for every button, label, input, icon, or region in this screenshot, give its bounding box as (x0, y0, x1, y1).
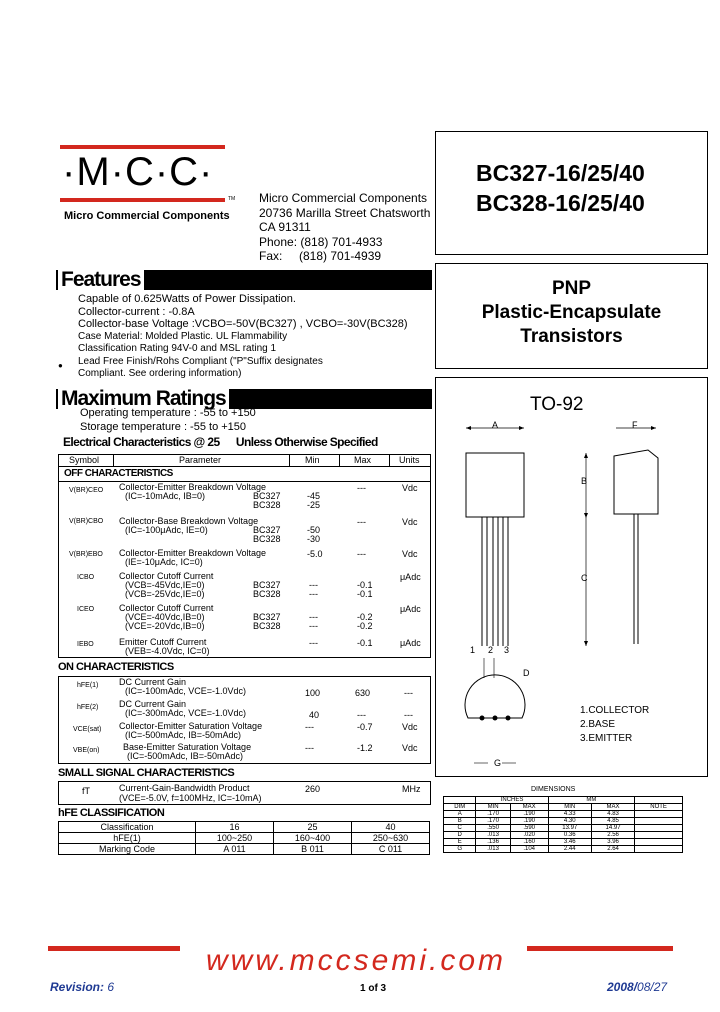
param-line: Collector-Emitter Saturation Voltage (119, 721, 263, 731)
dim-cell: E (444, 839, 476, 846)
package-box (435, 377, 708, 777)
min-cell: -5.0 (307, 549, 323, 559)
features-header-bar (56, 270, 432, 290)
max-cell: --- (357, 710, 366, 720)
min-cell: 100 (305, 688, 321, 698)
pin-number-1: 1 (470, 645, 476, 655)
unit-cell: μAdc (400, 572, 421, 582)
dim-cell: 14.97 (591, 825, 634, 832)
part-number-2: BC328-16/25/40 (476, 190, 645, 216)
sym-cell: hFE(2) (77, 704, 99, 711)
dim-cell: 2.44 (548, 846, 591, 853)
min-cell (309, 581, 318, 599)
divider (289, 455, 290, 466)
sub-cell (253, 581, 281, 599)
min-cell: --- (305, 722, 314, 732)
dim-cell: .136 (476, 839, 510, 846)
hdr-symbol: Symbol (69, 455, 100, 465)
min-line: --- (309, 612, 318, 622)
dim-label-d: D (523, 668, 530, 678)
hdr-min: Min (305, 455, 320, 465)
param-line: (IC=-10mAdc, IB=0) (125, 491, 206, 501)
param-line: Base-Emitter Saturation Voltage (123, 742, 252, 752)
sym-cell: ICBO (77, 574, 95, 581)
description-box (435, 263, 708, 369)
elec-table (58, 454, 431, 658)
pin-legend-2: 2.BASE (580, 719, 616, 730)
hfe-cell: 250~630 (352, 833, 430, 844)
dim-cell: 3.46 (548, 839, 591, 846)
feature-item: Case Material: Molded Plastic. UL Flammability (78, 330, 288, 342)
hfe-cell: Classification (59, 822, 196, 833)
address-line: Micro Commercial Components (259, 191, 428, 205)
dim-cell: 4.85 (591, 818, 634, 825)
divider (339, 455, 340, 466)
hfe-cell: 100~250 (196, 833, 274, 844)
max-ratings-title: Maximum Ratings (58, 387, 229, 411)
dim-cell: 0.36 (548, 832, 591, 839)
page-number: 1 of 3 (360, 983, 387, 994)
sym-cell: IEBO (77, 641, 94, 648)
revision-label: Revision: (50, 980, 105, 994)
hfe-title: hFE CLASSIFICATION (58, 807, 165, 819)
hdr-max: Max (354, 455, 372, 465)
max-cell: --- (357, 483, 366, 493)
pin-legend (580, 704, 649, 746)
dim-label-g: G (494, 758, 502, 768)
param-line: Collector-Emitter Breakdown Voltage (119, 482, 267, 492)
dim-group-inches: INCHES (476, 797, 548, 804)
sub-line: BC327 (253, 612, 281, 622)
min-cell (309, 613, 318, 631)
sym-cell: ICEO (77, 606, 95, 613)
hfe-cell: 160~400 (274, 833, 352, 844)
unit-cell: Vdc (402, 743, 418, 753)
address-line: 20736 Marilla Street Chatsworth (259, 205, 431, 220)
address-line: Fax: (818) 701-4939 (259, 249, 382, 263)
dim-cell (444, 797, 476, 804)
dim-header: MIN (476, 804, 510, 811)
sub-cell (253, 492, 281, 510)
dim-cell: .170 (476, 811, 510, 818)
unit-cell: μAdc (400, 604, 421, 614)
sym-cell: fT (82, 786, 90, 796)
part-number-box (435, 131, 708, 255)
param-cell (123, 743, 251, 761)
dim-header: NOTE (635, 804, 683, 811)
date-month: 08 (637, 980, 651, 994)
dim-cell (635, 811, 683, 818)
param-cell (119, 638, 210, 656)
features-title: Features (58, 268, 144, 292)
param-cell (119, 678, 246, 696)
bullet-icon: ● (58, 361, 63, 370)
desc-line-1: PNP (551, 278, 592, 299)
param-line: Collector-Base Breakdown Voltage (119, 516, 259, 526)
small-signal-table (58, 781, 431, 805)
package-drawing (436, 378, 708, 778)
divider (389, 455, 390, 466)
pin-number-2: 2 (488, 645, 494, 655)
max-cell: -1.2 (357, 743, 373, 753)
date-year: 2008/ (607, 980, 638, 994)
param-line: (IC=-100mAdc, VCE=-1.0Vdc) (125, 686, 247, 696)
param-cell (119, 572, 213, 599)
min-line: -30 (307, 534, 321, 544)
dim-label-b: B (581, 476, 588, 486)
dim-cell (635, 797, 683, 804)
date-day: /27 (650, 980, 668, 994)
feature-item: Collector-base Voltage :VCBO=-50V(BC327) , VCBO=-30V(BC328) (78, 318, 408, 330)
dim-cell (635, 846, 683, 853)
dim-header: MAX (591, 804, 634, 811)
param-line: (VCB=-25Vdc,IE=0) (125, 589, 205, 599)
param-line: (IC=-300mAdc, VCE=-1.0Vdc) (125, 708, 247, 718)
sub-line: BC328 (253, 589, 281, 599)
feature-item: Classification Rating 94V-0 and MSL rating 1 (78, 343, 277, 354)
unit-cell: Vdc (402, 549, 418, 559)
param-line: (VCB=-45Vdc,IE=0) (125, 580, 205, 590)
storage-temp: Storage temperature : -55 to +150 (80, 421, 247, 433)
max-cell (357, 581, 373, 599)
dim-cell: .013 (476, 846, 510, 853)
dim-cell: 2.56 (591, 832, 634, 839)
address-line: Phone: (818) 701-4933 (259, 234, 383, 249)
param-line: (VCE=-20Vdc,IB=0) (125, 621, 205, 631)
param-cell (119, 783, 261, 803)
pin-number-3: 3 (504, 645, 510, 655)
dim-cell: G (444, 846, 476, 853)
sub-cell (253, 526, 281, 544)
param-line: (VEB=-4.0Vdc, IC=0) (125, 646, 210, 656)
min-cell (307, 526, 320, 544)
logo-subtitle: Micro Commercial Components (64, 210, 230, 222)
dim-header: DIM (444, 804, 476, 811)
website-url[interactable]: www.mccsemi.com (206, 944, 507, 977)
unit-cell: --- (404, 710, 413, 720)
sub-line: BC328 (253, 500, 281, 510)
feature-item: Collector-current : -0.8A (78, 305, 195, 318)
dim-cell: B (444, 818, 476, 825)
sub-line: BC327 (253, 580, 281, 590)
sub-line: BC328 (253, 534, 281, 544)
unit-cell: μAdc (400, 638, 421, 648)
min-line: --- (309, 580, 318, 590)
revision-number: 6 (107, 980, 115, 994)
dim-cell: .160 (510, 839, 548, 846)
sym-cell: VCE(sat) (73, 726, 102, 733)
hfe-cell: 25 (274, 822, 352, 833)
max-cell: -0.7 (357, 722, 373, 732)
param-line: (IC=-500mAdc, IB=-50mAdc) (127, 751, 244, 761)
feature-item: Capable of 0.625Watts of Power Dissipation. (78, 293, 296, 305)
mcc-logo: ·M·C·C· (62, 150, 214, 194)
features-list (78, 293, 428, 381)
dim-cell: 4.30 (548, 818, 591, 825)
dim-cell: .170 (476, 818, 510, 825)
max-line: -0.1 (357, 589, 373, 599)
sym-cell: V(BR)EBO (69, 551, 103, 558)
param-line: (VCE=-40Vdc,IB=0) (125, 612, 205, 622)
divider (113, 455, 114, 466)
sym-cell: V(BR)CEO (69, 487, 104, 494)
feature-item: Compliant. See ordering information) (78, 368, 242, 379)
desc-line-2: Plastic-Encapsulate (481, 302, 662, 323)
min-cell: 260 (305, 784, 321, 794)
max-line: -0.2 (357, 612, 373, 622)
dim-cell (635, 818, 683, 825)
logo-bottom-rule (60, 198, 225, 202)
max-line: -0.2 (357, 621, 373, 631)
unit-cell: MHz (402, 784, 421, 794)
hfe-cell: 40 (352, 822, 430, 833)
min-line: -45 (307, 491, 321, 501)
dim-header: MAX (510, 804, 548, 811)
min-cell: 40 (309, 710, 320, 720)
hfe-cell: Marking Code (59, 844, 196, 855)
footer-rule-left (48, 946, 180, 951)
param-line: Collector Cutoff Current (119, 571, 214, 581)
dim-cell: A (444, 811, 476, 818)
param-line: (IE=-10μAdc, IC=0) (125, 557, 203, 567)
sym-cell: hFE(1) (77, 682, 99, 689)
hfe-cell: 16 (196, 822, 274, 833)
dim-cell: 4.83 (591, 811, 634, 818)
unit-cell: Vdc (402, 483, 418, 493)
desc-line-3: Transistors (520, 326, 623, 347)
dim-cell: 3.96 (591, 839, 634, 846)
dim-cell: D (444, 832, 476, 839)
min-line: --- (309, 589, 318, 599)
param-line: (IC=-100μAdc, IE=0) (125, 525, 208, 535)
sym-cell: VBE(on) (73, 747, 100, 754)
min-cell: --- (305, 743, 314, 753)
param-cell (119, 549, 266, 567)
param-cell (119, 517, 258, 535)
dim-cell: .190 (510, 818, 548, 825)
dim-label-c: C (581, 573, 588, 583)
logo-top-rule (60, 145, 225, 149)
min-cell: --- (309, 638, 318, 648)
dim-group-mm: MM (548, 797, 635, 804)
dimensions-title: DIMENSIONS (531, 786, 576, 793)
off-char-title: OFF CHARACTERISTICS (64, 468, 173, 479)
dim-cell: .020 (510, 832, 548, 839)
max-cell: 630 (355, 688, 371, 698)
param-cell (119, 700, 246, 718)
dim-label-a: A (492, 420, 499, 430)
max-cell: --- (357, 549, 366, 559)
min-line: -50 (307, 525, 321, 535)
dim-cell: .550 (476, 825, 510, 832)
logo-tm: TM (228, 196, 236, 202)
pin-legend-1: 1.COLLECTOR (580, 705, 650, 716)
dim-header: MIN (548, 804, 591, 811)
sub-line: BC327 (253, 525, 281, 535)
hfe-cell: A 011 (196, 844, 274, 855)
address-line: CA 91311 (259, 220, 311, 234)
hfe-cell: hFE(1) (59, 833, 196, 844)
unit-cell: --- (404, 688, 413, 698)
param-line: (VCE=-5.0V, f=100MHz, IC=-10mA) (119, 793, 262, 803)
footer-rule-right (527, 946, 673, 951)
param-cell (119, 722, 262, 740)
dim-cell: 4.33 (548, 811, 591, 818)
param-cell (119, 604, 213, 631)
hfe-table (58, 821, 430, 855)
hfe-cell: B 011 (274, 844, 352, 855)
dim-cell (635, 832, 683, 839)
dim-cell: .590 (510, 825, 548, 832)
dim-cell (635, 825, 683, 832)
max-cell: --- (357, 517, 366, 527)
dim-cell: .013 (476, 832, 510, 839)
param-line: Collector-Emitter Breakdown Voltage (119, 548, 267, 558)
hdr-parameter: Parameter (179, 455, 222, 465)
param-line: Emitter Cutoff Current (119, 637, 207, 647)
min-line: -25 (307, 500, 321, 510)
max-line: -0.1 (357, 580, 373, 590)
dim-cell: C (444, 825, 476, 832)
sub-line: BC328 (253, 621, 281, 631)
dim-label-f: F (632, 420, 638, 430)
max-ratings-header-bar (56, 389, 432, 409)
elec-title: Electrical Characteristics @ 25 Unless Otherwise Specified (63, 435, 378, 449)
hdr-units: Units (399, 455, 420, 465)
max-cell: -0.1 (357, 638, 373, 648)
dim-cell: 2.64 (591, 846, 634, 853)
revision (50, 980, 114, 994)
param-cell (119, 483, 266, 501)
param-line: Current-Gain-Bandwidth Product (119, 783, 250, 793)
param-line: (IC=-500mAdc, IB=-50mAdc) (125, 730, 242, 740)
part-number-1: BC327-16/25/40 (476, 160, 645, 186)
sym-cell: V(BR)CBO (69, 518, 104, 525)
param-line: DC Current Gain (119, 677, 187, 687)
feature-item: Lead Free Finish/Rohs Compliant ("P"Suffix designates (78, 355, 323, 367)
op-temp: Operating temperature : -55 to +150 (80, 407, 256, 419)
elec-header-row (59, 455, 430, 467)
on-char-table (58, 676, 431, 764)
dim-cell: .190 (510, 811, 548, 818)
sub-line: BC327 (253, 491, 281, 501)
dim-cell: .104 (510, 846, 548, 853)
revision-date (607, 980, 667, 994)
pin-legend-3: 3.EMITTER (580, 733, 633, 744)
unit-cell: Vdc (402, 722, 418, 732)
min-cell (307, 492, 320, 510)
unit-cell: Vdc (402, 517, 418, 527)
small-signal-title: SMALL SIGNAL CHARACTERISTICS (58, 767, 235, 779)
min-line: --- (309, 621, 318, 631)
dim-cell: 13.97 (548, 825, 591, 832)
company-address (259, 191, 430, 264)
dim-cell (635, 839, 683, 846)
sub-cell (253, 613, 281, 631)
hfe-cell: C 011 (352, 844, 430, 855)
param-line: Collector Cutoff Current (119, 603, 214, 613)
param-line: DC Current Gain (119, 699, 187, 709)
dimensions-table (443, 796, 683, 853)
package-name: TO-92 (530, 394, 584, 415)
max-cell (357, 613, 373, 631)
on-char-title: ON CHARACTERISTICS (58, 661, 174, 673)
